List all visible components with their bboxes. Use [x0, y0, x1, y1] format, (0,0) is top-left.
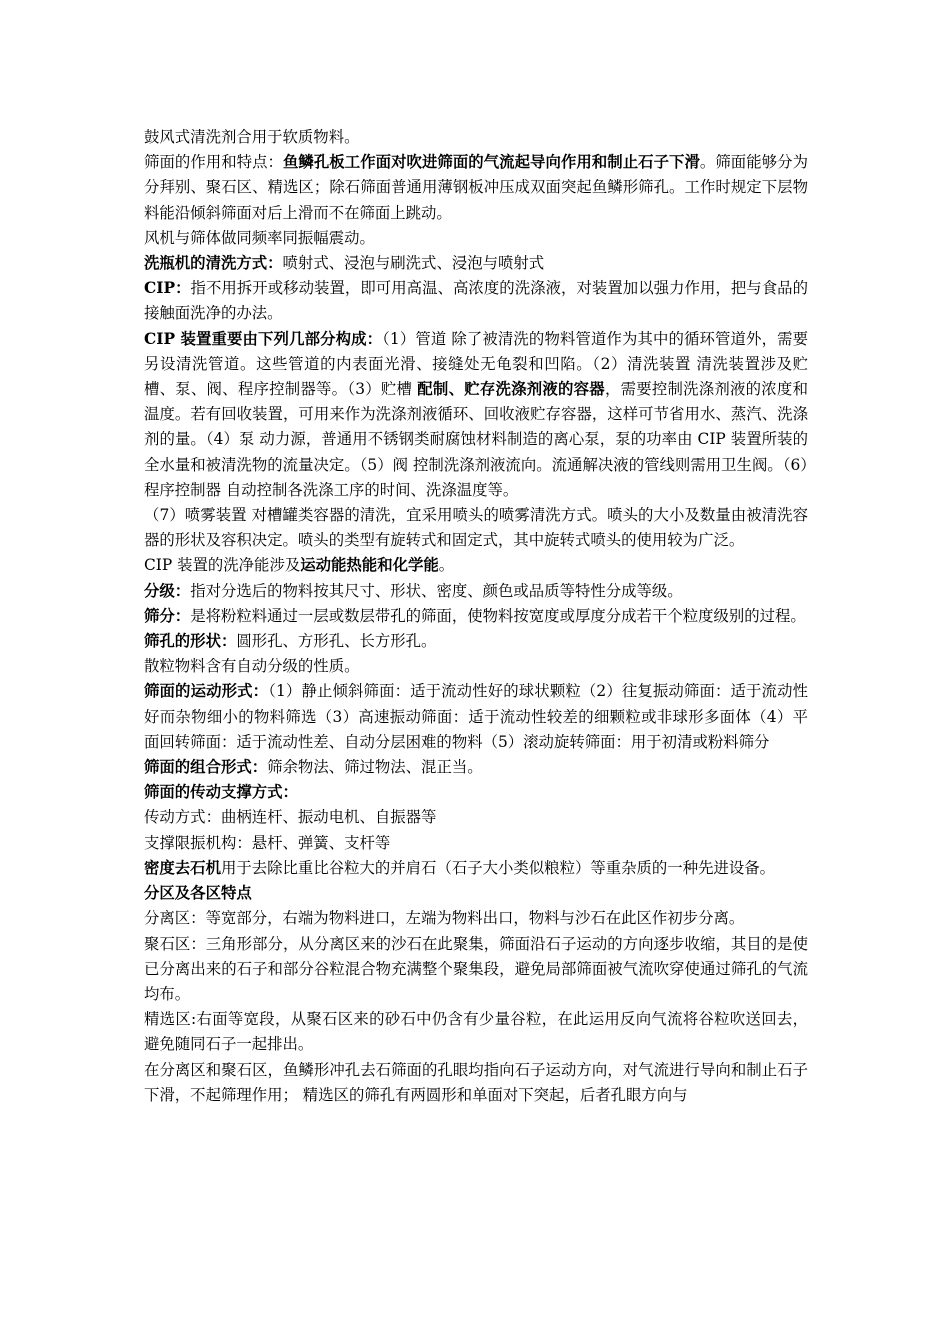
text-run: 。: [438, 556, 455, 575]
paragraph: [144, 503, 808, 553]
paragraph: [144, 654, 808, 679]
text-run: 鼓风式清洗剂合用于软质物料。: [144, 128, 360, 146]
bold-text-run: 分级：: [144, 581, 191, 600]
bold-text-run: 筛分：: [144, 606, 191, 625]
text-run: （1）管道 除了被清洗的物料管道作为其中的循环管道外，需要另设清洗管道。这些管道的内表面光滑、接缝处无龟裂和凹陷。（2）清洗装置 清洗装置涉及贮槽、泵、阀、程序控制器等。（3）贮槽: [144, 329, 808, 399]
text-run: 分离区：等宽部分，右端为物料进口，左端为物料出口，物料与沙石在此区作初步分离。: [144, 909, 745, 928]
text-run: 风机与筛体做同频率同振幅震动。: [144, 228, 375, 247]
text-run: 聚石区：三角形部分，从分离区来的沙石在此聚集，筛面沿石子运动的方向逐步收缩，其目的是使已分离出来的石子和部分谷粒混合物充满整个聚集段，避免局部筛面被气流吹穿使通过筛孔的气流均布。: [144, 934, 808, 1003]
paragraph: [144, 780, 808, 805]
text-run: ，需要控制洗涤剂液的浓度和温度。若有回收装置，可用来作为洗涤剂液循环、回收液贮存容器，这样可节省用水、蒸汽、洗涤剂的量。（4）泵 动力源，普通用不锈钢类耐腐蚀材料制造的离心泵，泵的功率由 CIP 装置所装的全水量和被清洗物的流量决定。（5）阀 控制洗涤剂液流向。流通解决液的管线则需用卫生阀。（6）程序控制器 自动控制各洗涤工序的时间、洗涤温度等。: [144, 380, 808, 499]
bold-text-run: CIP 装置重要由下列几部分构成：: [144, 329, 383, 348]
text-run: 圆形孔、方形孔、长方形孔。: [236, 632, 437, 651]
text-run: 是将粉粒料通过一层或数层带孔的筛面，使物料按宽度或厚度分成若干个粒度级别的过程。: [190, 606, 806, 625]
text-run: （7）喷雾装置 对槽罐类容器的清洗，宜采用喷头的喷雾清洗方式。喷头的大小及数量由被清洗容器的形状及容积决定。喷头的类型有旋转式和固定式，其中旋转式喷头的使用较为广泛。: [144, 506, 808, 550]
paragraph: [144, 1058, 808, 1108]
bold-text-run: 鱼鳞孔板工作面对吹进筛面的气流起导向作用和制止石子下滑: [282, 153, 700, 172]
text-run: 筛面的作用和特点：: [144, 153, 283, 172]
bold-text-run: CIP：: [144, 279, 191, 298]
bold-text-run: 筛面的组合形式：: [144, 758, 268, 777]
text-run: 指不用拆开或移动装置，即可用高温、高浓度的洗涤液，对装置加以强力作用，把与食品的接触面洗净的办法。: [144, 279, 808, 323]
paragraph: [144, 831, 808, 856]
text-run: 用于去除比重比谷粒大的并肩石（石子大小类似粮粒）等重杂质的一种先进设备。: [220, 858, 776, 877]
text-run: 指对分选后的物料按其尺寸、形状、密度、颜色或品质等特性分成等级。: [190, 581, 683, 600]
bold-text-run: 洗瓶机的清洗方式：: [144, 254, 283, 273]
text-run: CIP 装置的洗净能涉及: [144, 556, 301, 575]
paragraph: [144, 553, 808, 578]
paragraph: [144, 856, 808, 881]
paragraph: [144, 150, 808, 226]
paragraph: [144, 805, 808, 830]
bold-text-run: 筛孔的形状：: [144, 632, 237, 651]
text-run: 支撑限振机构：悬杆、弹簧、支杆等: [144, 833, 391, 852]
text-run: 筛余物法、筛过物法、混正当。: [267, 758, 483, 777]
text-run: 精选区:右面等宽段，从聚石区来的砂石中仍含有少量谷粒，在此运用反向气流将谷粒吹送回去，避免随同石子一起排出。: [144, 1010, 808, 1054]
paragraph: [144, 226, 808, 251]
text-run: 散粒物料含有自动分级的性质。: [144, 657, 360, 676]
document-body: [144, 125, 808, 1108]
bold-text-run: 配制、贮存洗涤剂液的容器: [417, 380, 605, 399]
paragraph: [144, 125, 808, 150]
bold-text-run: 筛面的传动支撑方式：: [144, 783, 298, 802]
paragraph: [144, 604, 808, 629]
bold-text-run: 分区及各区特点: [144, 884, 252, 903]
paragraph: [144, 932, 808, 1008]
paragraph: [144, 679, 808, 755]
bold-text-run: 运动能热能和化学能: [300, 556, 439, 575]
text-run: 。筛面能够分为分拜别、聚石区、精选区；除石筛面普通用薄钢板冲压成双面突起鱼鳞形筛孔。工作时规定下层物料能沿倾斜筛面对后上滑而不在筛面上跳动。: [144, 153, 808, 222]
bold-text-run: 筛面的运动形式：: [144, 682, 269, 701]
paragraph: [144, 1007, 808, 1057]
bold-text-run: 密度去石机: [144, 858, 221, 877]
paragraph: [144, 629, 808, 654]
paragraph: [144, 755, 808, 780]
text-run: 传动方式：曲柄连杆、振动电机、自振器等: [144, 808, 437, 827]
text-run: （1）静止倾斜筛面：适于流动性好的球状颗粒（2）往复振动筛面：适于流动性好而杂物细小的物料筛选（3）高速振动筛面：适于流动性较差的细颗粒或非球形多面体（4）平面回转筛面：适于流动性差、自动分层困难的物料（5）滚动旋转筛面：用于初清或粉料筛分: [144, 682, 808, 751]
paragraph: [144, 251, 808, 276]
paragraph: [144, 906, 808, 931]
paragraph: [144, 579, 808, 604]
text-run: 在分离区和聚石区，鱼鳞形冲孔去石筛面的孔眼均指向石子运动方向，对气流进行导向和制止石子下滑，不起筛理作用； 精选区的筛孔有两圆形和单面对下突起，后者孔眼方向与: [144, 1060, 808, 1104]
text-run: 喷射式、浸泡与刷洗式、浸泡与喷射式: [282, 254, 545, 273]
paragraph: [144, 327, 808, 503]
paragraph: [144, 881, 808, 906]
paragraph: [144, 276, 808, 326]
